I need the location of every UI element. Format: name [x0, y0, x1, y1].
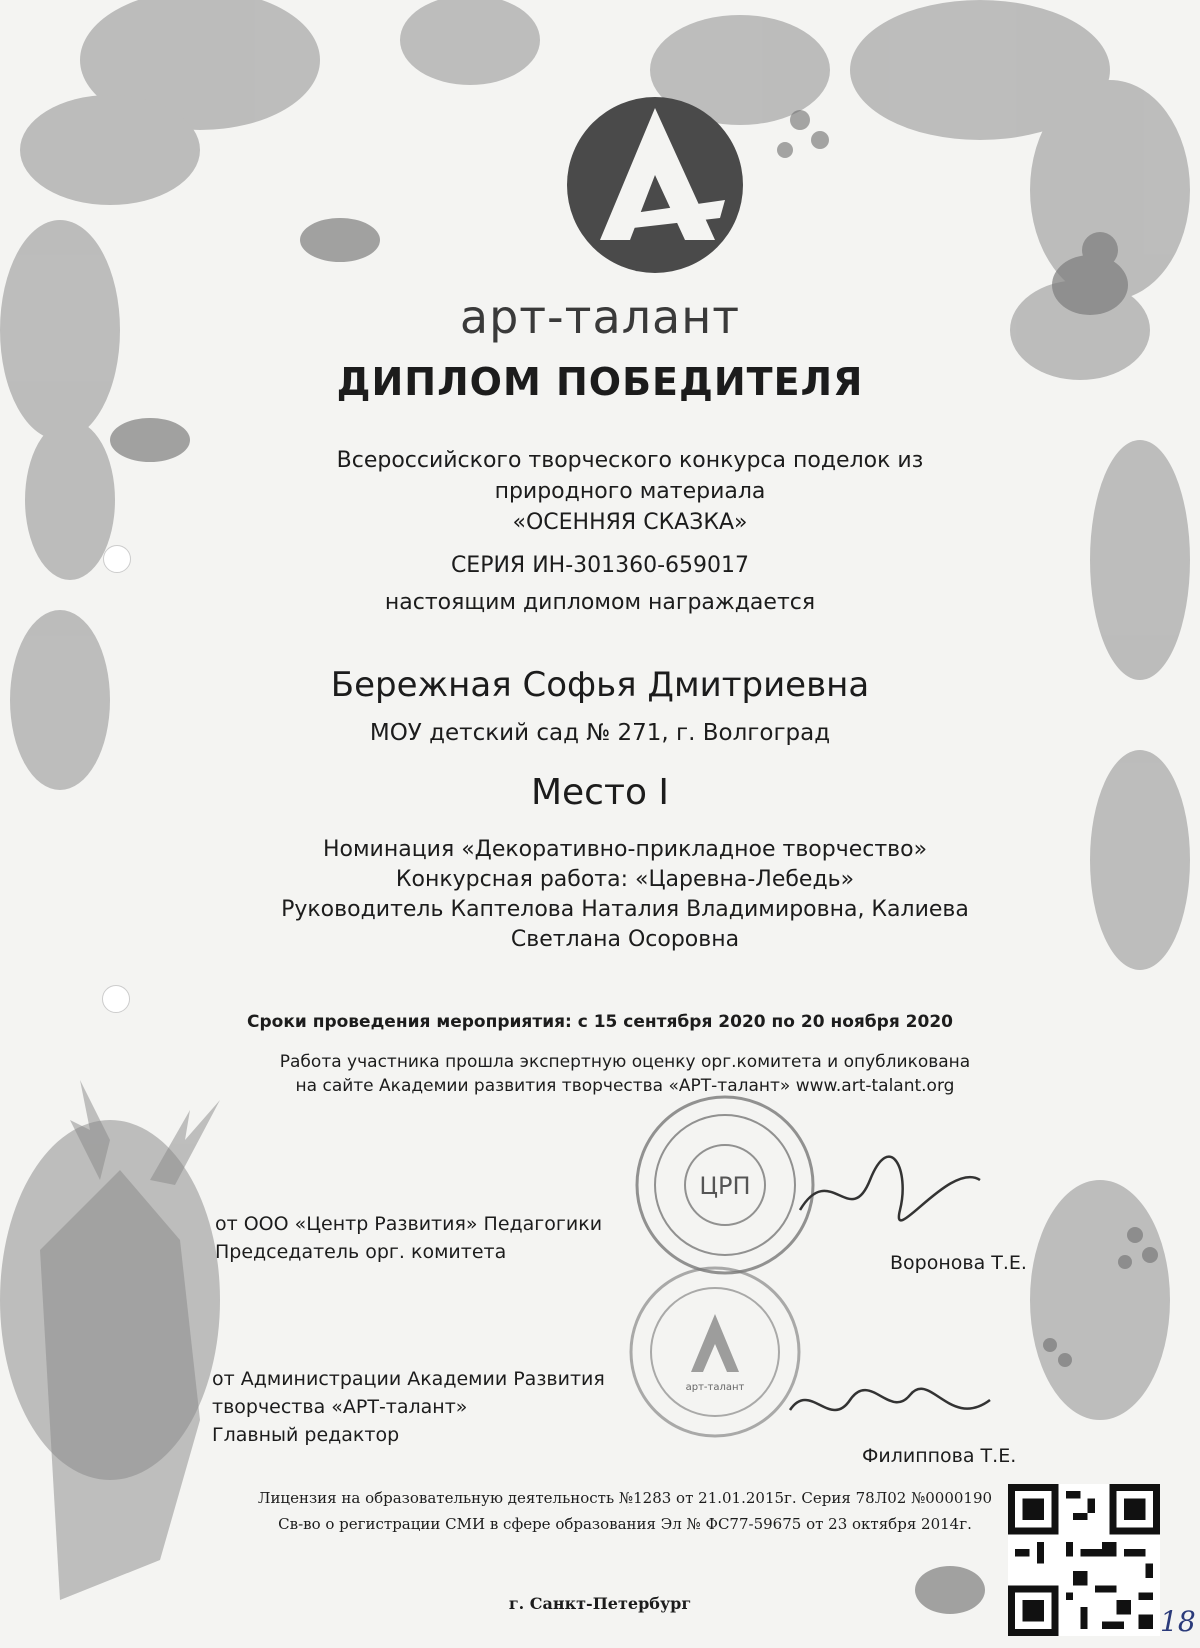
qr-code	[1008, 1484, 1160, 1636]
signature-filippova	[780, 1370, 1000, 1450]
art-talant-stamp	[625, 1262, 805, 1442]
signature-voronova	[790, 1140, 990, 1240]
winner-name: Бережная Софья Дмитриевна	[330, 665, 870, 705]
city: г. Санкт-Петербург	[508, 1594, 692, 1613]
signature-block-1	[215, 1210, 602, 1266]
stamp-center-text: ЦРП	[699, 1172, 751, 1200]
art-talant-logo	[560, 90, 750, 280]
supervisor: Руководитель Каптелова Наталия Владимировна, Калиева	[281, 897, 969, 922]
awarded-text: настоящим дипломом награждается	[384, 590, 816, 615]
contest-line: «ОСЕННЯЯ СКАЗКА»	[512, 510, 748, 535]
punch-hole	[103, 545, 131, 573]
contest-description	[300, 445, 960, 538]
signature-name-1: Воронова Т.Е.	[890, 1252, 1027, 1274]
diploma-title: ДИПЛОМ ПОБЕДИТЕЛЯ	[336, 360, 864, 404]
stamp2-center-text: арт-талант	[685, 1382, 745, 1393]
contest-line: природного материала	[494, 479, 766, 504]
signature-line: от ООО «Центр Развития» Педагогики	[215, 1213, 603, 1235]
license-line: Лицензия на образовательную деятельность №1283 от 21.01.2015г. Серия 78Л02 №0000190	[257, 1489, 993, 1507]
signature-line: Главный редактор	[212, 1424, 400, 1446]
expert-line: на сайте Академии развития творчества «АРТ-талант» www.art-talant.org	[295, 1076, 955, 1096]
contest-line: Всероссийского творческого конкурса поделок из	[336, 448, 924, 473]
supervisor-cont: Светлана Осоровна	[510, 927, 740, 952]
nomination: Номинация «Декоративно-прикладное творчество»	[322, 837, 928, 862]
page-number-handwritten: 18	[1160, 1605, 1196, 1638]
expert-line: Работа участника прошла экспертную оценку орг.комитета и опубликована	[279, 1052, 971, 1072]
smi-line: Св-во о регистрации СМИ в сфере образования Эл № ФС77-59675 от 23 октября 2014г.	[278, 1515, 972, 1533]
punch-hole	[102, 985, 130, 1013]
organization: МОУ детский сад № 271, г. Волгоград	[369, 720, 831, 746]
event-dates: Сроки проведения мероприятия: с 15 сентября 2020 по 20 ноября 2020	[247, 1012, 953, 1032]
signature-line: Председатель орг. комитета	[215, 1241, 507, 1263]
signature-line: от Администрации Академии Развития	[212, 1368, 605, 1390]
footer-license	[200, 1485, 1050, 1537]
signature-line: творчества «АРТ-талант»	[212, 1396, 468, 1418]
brand-name: арт-талант	[459, 290, 741, 344]
signature-name-2: Филиппова Т.Е.	[862, 1445, 1017, 1467]
nomination-block	[260, 835, 990, 955]
place: Место I	[530, 772, 670, 813]
series-number: СЕРИЯ ИН-301360-659017	[450, 553, 750, 578]
expert-note	[240, 1050, 1010, 1098]
signature-block-2	[212, 1365, 605, 1449]
contest-work: Конкурсная работа: «Царевна-Лебедь»	[395, 867, 855, 892]
